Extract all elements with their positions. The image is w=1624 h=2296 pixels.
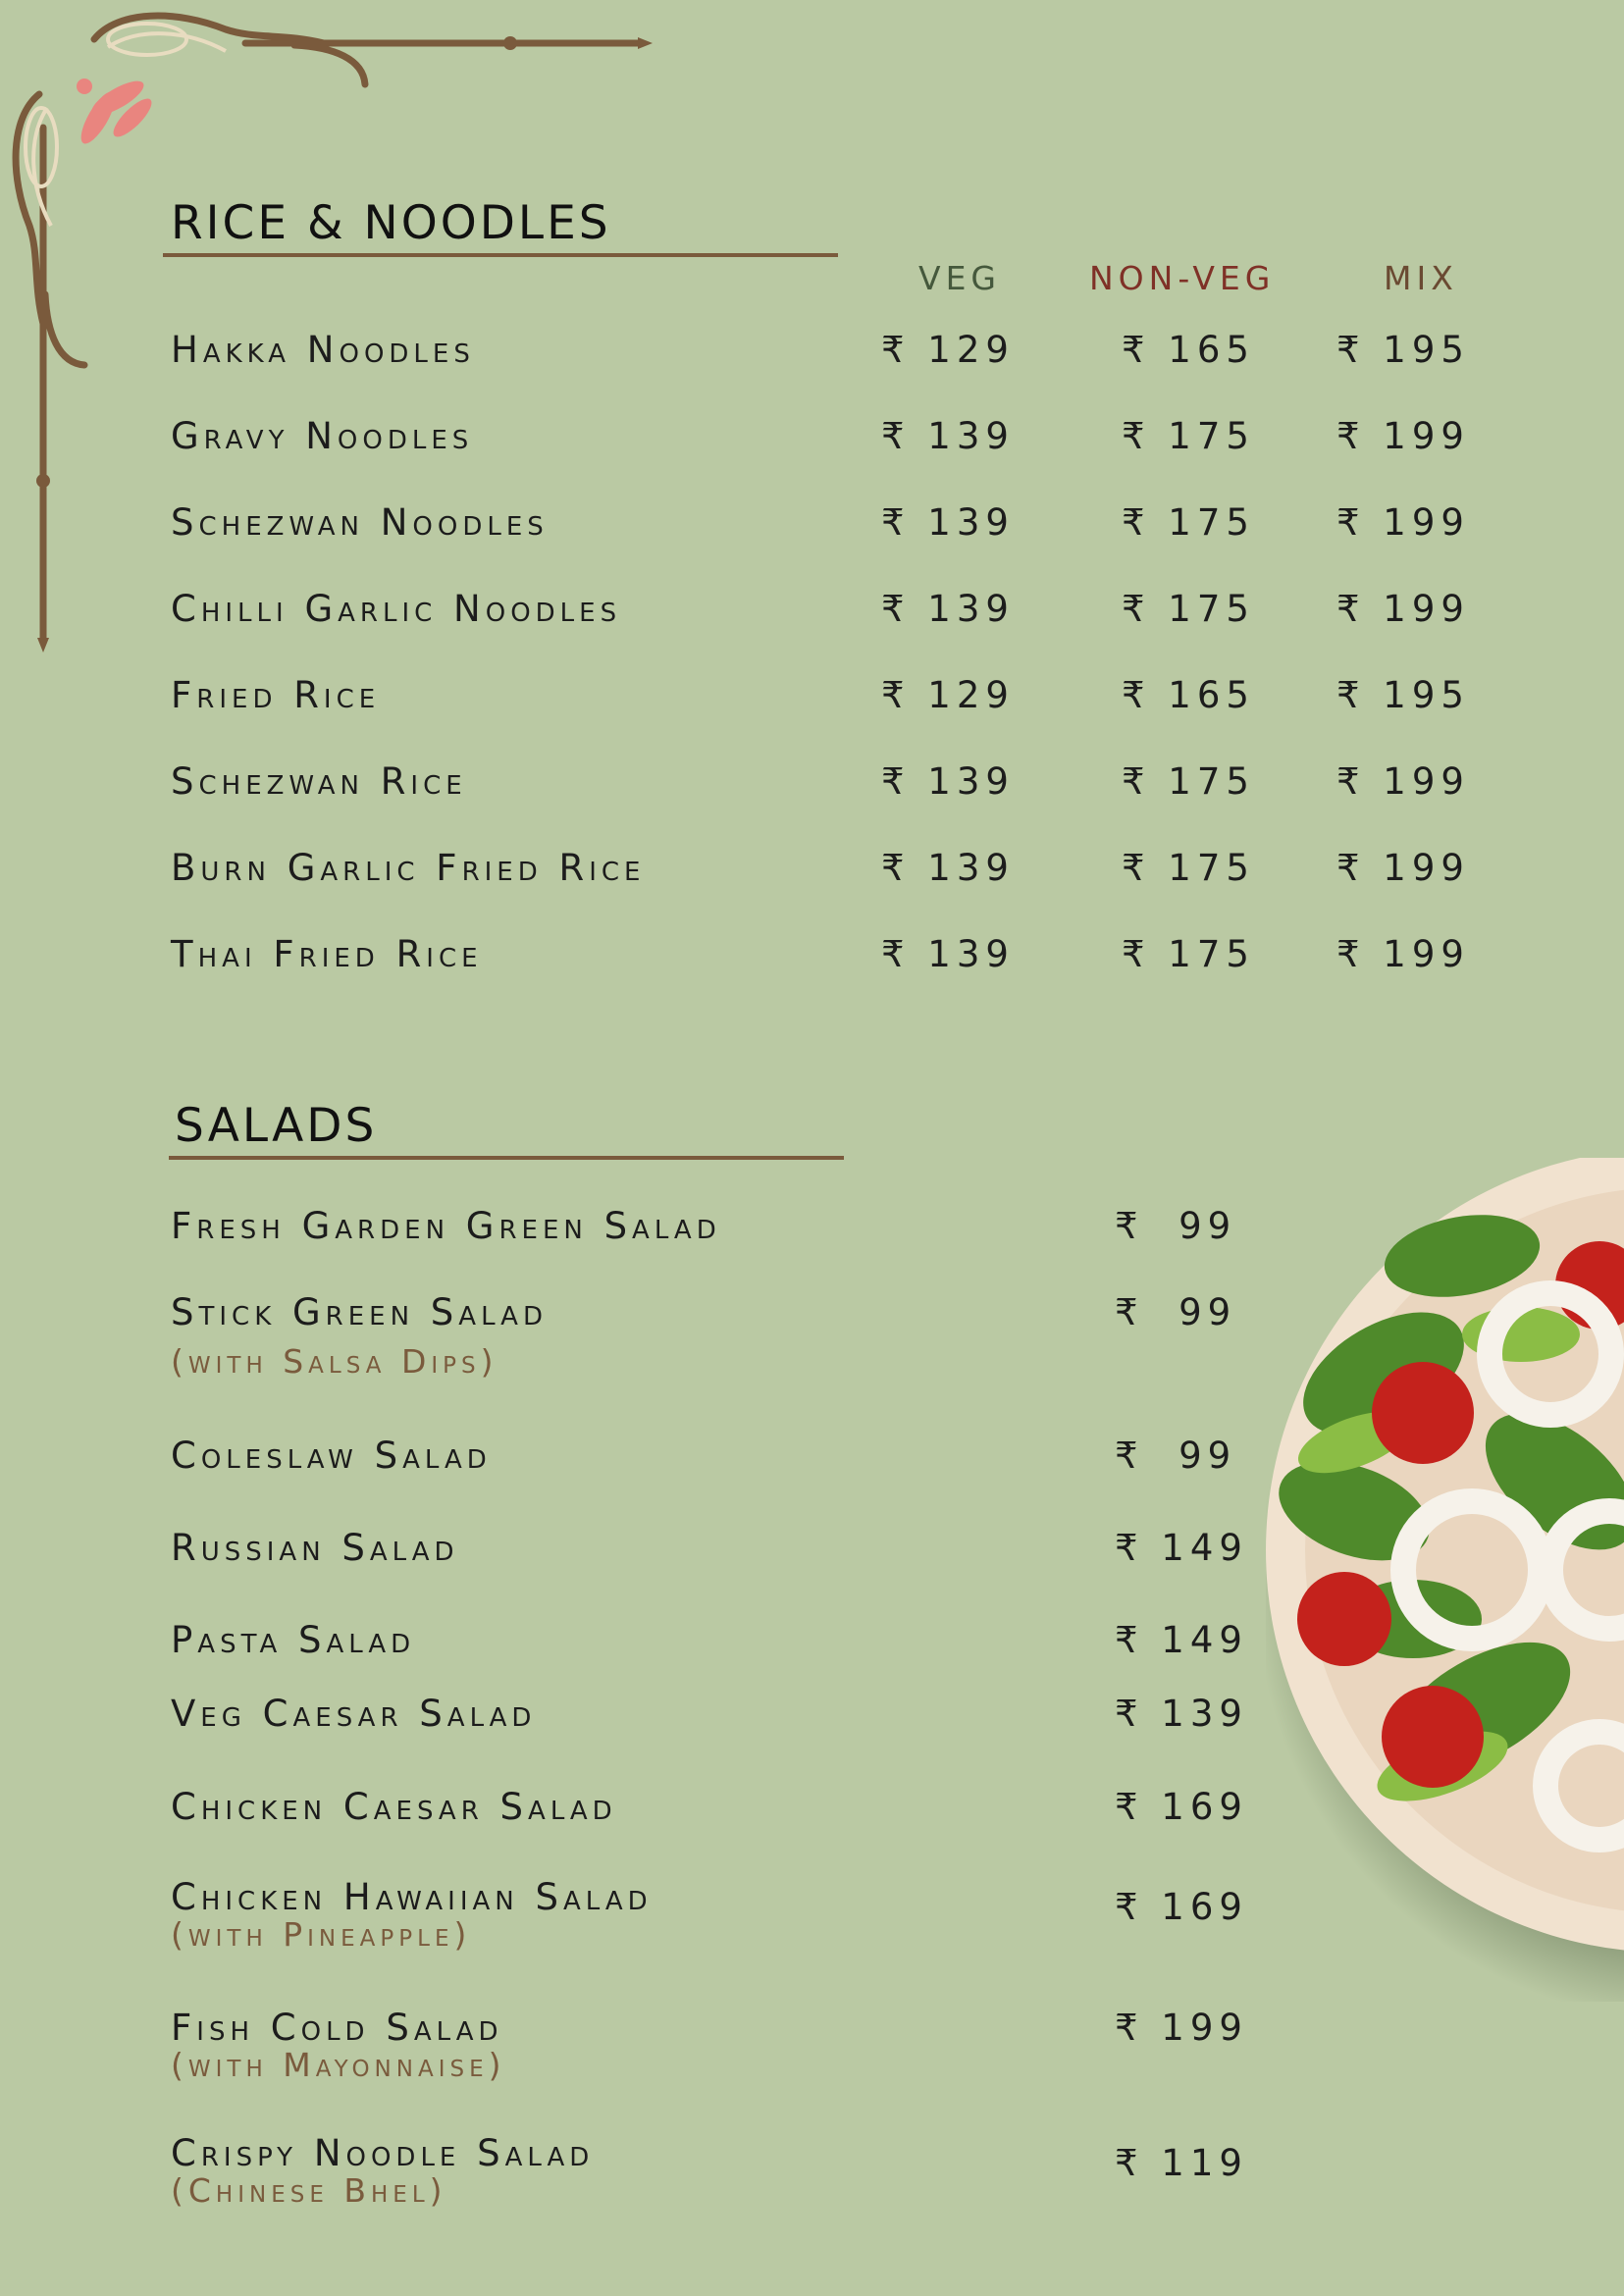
menu-row: [0, 415, 1624, 474]
item-note: (with Mayonnaise): [171, 2046, 506, 2084]
item-name: Pasta Salad: [171, 1619, 416, 1661]
menu-row: [0, 847, 1624, 906]
price-nonveg: ₹ 165: [1122, 674, 1255, 716]
price: ₹ 99: [1115, 1435, 1237, 1477]
price-nonveg: ₹ 175: [1122, 501, 1255, 544]
item-name: Burn Garlic Fried Rice: [171, 847, 646, 889]
price: ₹ 169: [1115, 1786, 1248, 1828]
column-header-veg: VEG: [918, 259, 1001, 297]
price-mix: ₹ 199: [1336, 847, 1470, 889]
price-mix: ₹ 199: [1336, 588, 1470, 630]
item-name: Fish Cold Salad: [171, 2007, 503, 2049]
price: ₹ 199: [1115, 2007, 1248, 2049]
price-veg: ₹ 139: [881, 588, 1015, 630]
price: ₹ 99: [1115, 1291, 1237, 1333]
menu-row: [0, 329, 1624, 388]
price-veg: ₹ 139: [881, 933, 1015, 975]
item-name: Schezwan Rice: [171, 760, 467, 803]
price-veg: ₹ 139: [881, 847, 1015, 889]
item-name: Fried Rice: [171, 674, 381, 716]
title-divider: [169, 1156, 844, 1160]
price-nonveg: ₹ 175: [1122, 933, 1255, 975]
section-title-rice-noodles: RICE & NOODLES: [171, 196, 611, 250]
price-mix: ₹ 199: [1336, 415, 1470, 457]
menu-row: [0, 760, 1624, 819]
item-name: Veg Caesar Salad: [171, 1693, 537, 1735]
salad-plate-icon: [1266, 1158, 1624, 2002]
price-nonveg: ₹ 175: [1122, 760, 1255, 803]
menu-row: [0, 2007, 1624, 2084]
price-nonveg: ₹ 165: [1122, 329, 1255, 371]
menu-row: [0, 674, 1624, 733]
section-title-salads: SALADS: [175, 1099, 378, 1153]
price-veg: ₹ 129: [881, 674, 1015, 716]
menu-row: [0, 933, 1624, 992]
price: ₹ 169: [1115, 1886, 1248, 1928]
price-mix: ₹ 199: [1336, 501, 1470, 544]
price-veg: ₹ 129: [881, 329, 1015, 371]
item-note: (with Pineapple): [171, 1915, 472, 1954]
price-veg: ₹ 139: [881, 760, 1015, 803]
item-name: Coleslaw Salad: [171, 1435, 492, 1477]
price-nonveg: ₹ 175: [1122, 847, 1255, 889]
menu-row: [0, 588, 1624, 647]
item-name: Chilli Garlic Noodles: [171, 588, 622, 630]
item-name: Schezwan Noodles: [171, 501, 549, 544]
price-veg: ₹ 139: [881, 415, 1015, 457]
price: ₹ 139: [1115, 1693, 1248, 1735]
item-name: Gravy Noodles: [171, 415, 474, 457]
item-name: Fresh Garden Green Salad: [171, 1205, 721, 1247]
item-name: Russian Salad: [171, 1527, 459, 1569]
item-name: Chicken Hawaiian Salad: [171, 1876, 653, 1918]
price: ₹ 149: [1115, 1527, 1248, 1569]
item-name: Chicken Caesar Salad: [171, 1786, 617, 1828]
item-name: Hakka Noodles: [171, 329, 475, 371]
price-veg: ₹ 139: [881, 501, 1015, 544]
item-note: (with Salsa Dips): [171, 1342, 498, 1381]
price-nonveg: ₹ 175: [1122, 588, 1255, 630]
title-divider: [163, 253, 838, 257]
item-note: (Chinese Bhel): [171, 2171, 447, 2210]
price-mix: ₹ 195: [1336, 329, 1470, 371]
item-name: Thai Fried Rice: [171, 933, 483, 975]
item-name: Crispy Noodle Salad: [171, 2132, 595, 2174]
price: ₹ 149: [1115, 1619, 1248, 1661]
menu-row: [0, 2132, 1624, 2210]
price-mix: ₹ 199: [1336, 760, 1470, 803]
price: ₹ 99: [1115, 1205, 1237, 1247]
column-header-nonveg: NON-VEG: [1089, 259, 1276, 297]
price: ₹ 119: [1115, 2142, 1248, 2184]
column-header-mix: MIX: [1384, 259, 1458, 297]
price-nonveg: ₹ 175: [1122, 415, 1255, 457]
price-mix: ₹ 195: [1336, 674, 1470, 716]
item-name: Stick Green Salad: [171, 1291, 548, 1333]
menu-row: [0, 501, 1624, 560]
price-mix: ₹ 199: [1336, 933, 1470, 975]
